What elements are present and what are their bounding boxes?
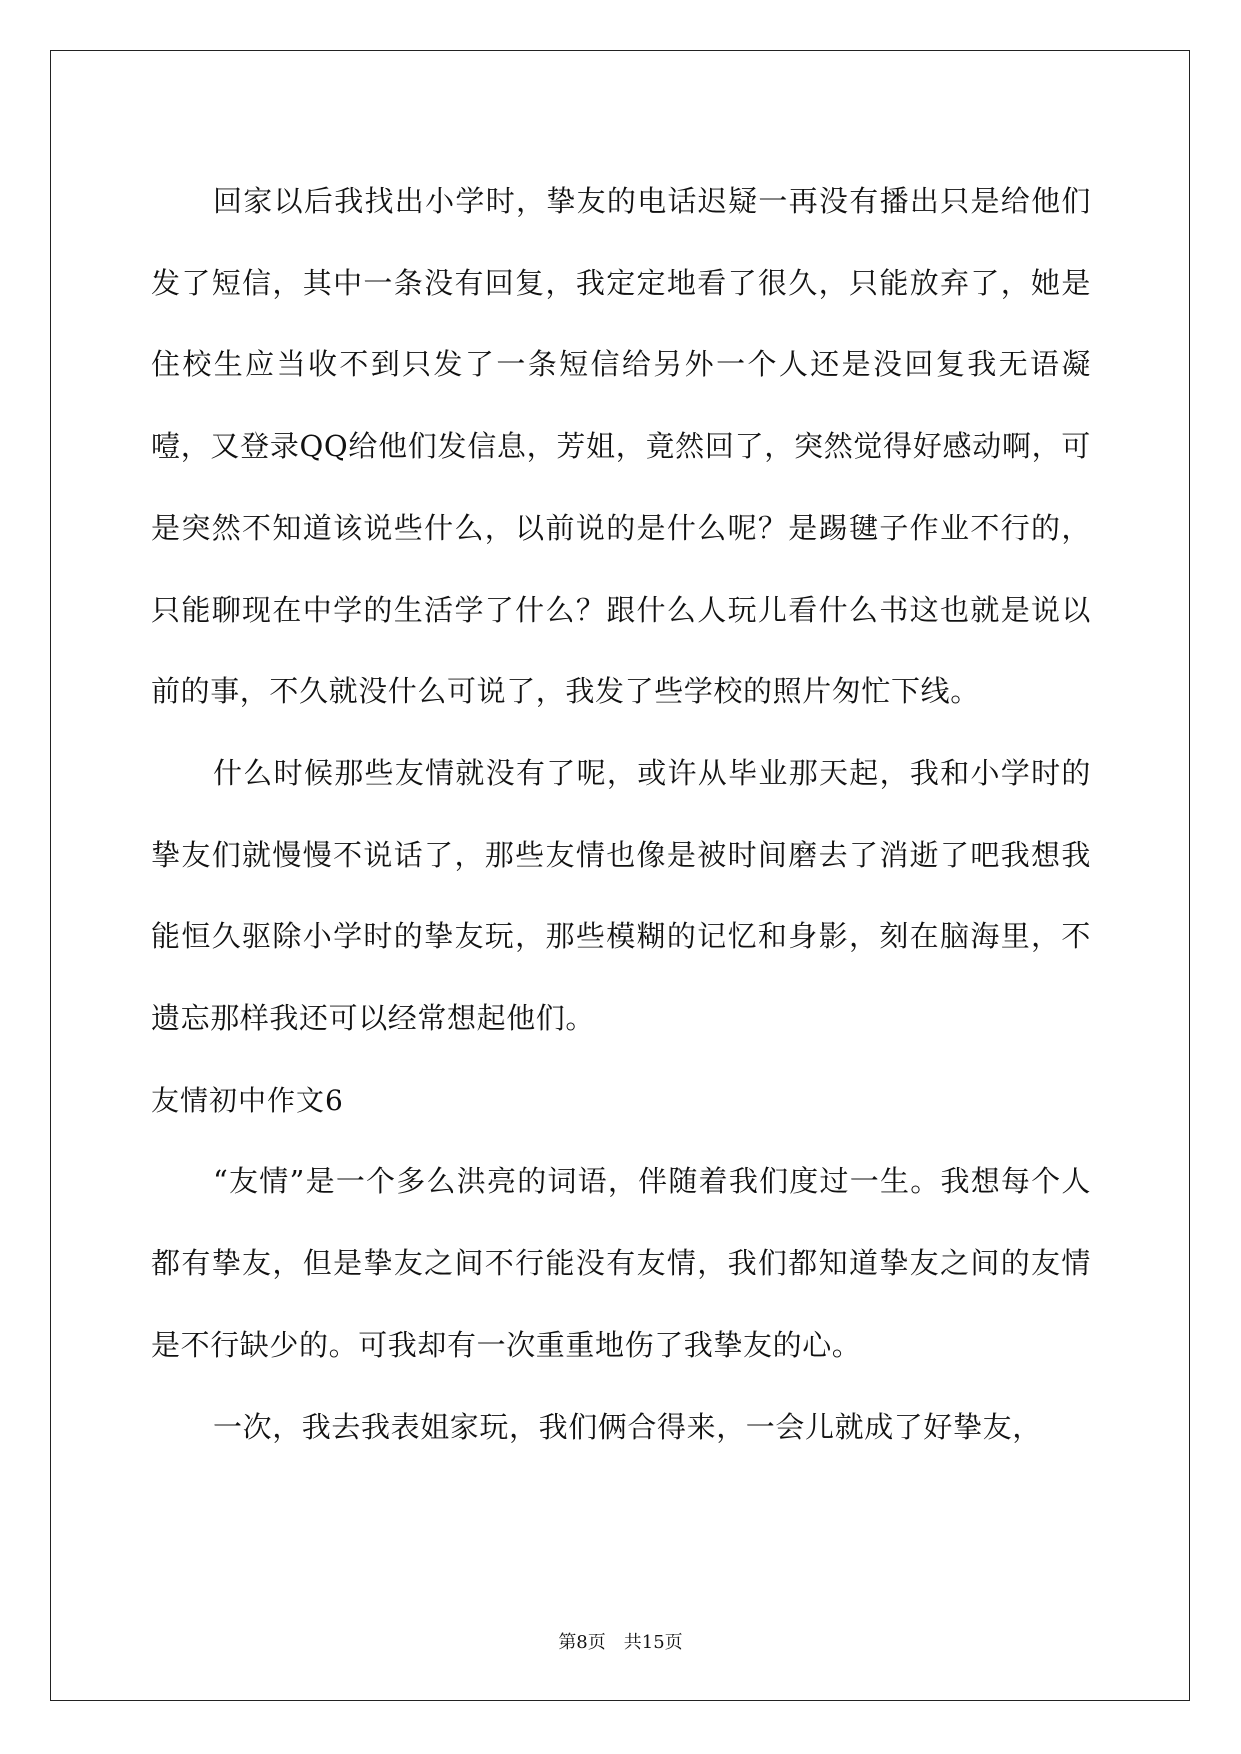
paragraph-1: 回家以后我找出小学时，挚友的电话迟疑一再没有播出只是给他们发了短信，其中一条没有回复，我定定地看了很久，只能放弃了，她是住校生应当收不到只发了一条短信给另外一个人还是没回复我无语凝噎，又登录QQ给他们发信息，芳姐，竟然回了，突然觉得好感动啊，可是突然不知道该说些什么，以前说的是什么呢？是踢毽子作业不行的，只能聊现在中学的生活学了什么？跟什么人玩儿看什么书这也就是说以前的事，不久就没什么可说了，我发了些学校的照片匆忙下线。 (151, 184, 1091, 709)
paragraph-2: 什么时候那些友情就没有了呢，或许从毕业那天起，我和小学时的挚友们就慢慢不说话了，那些友情也像是被时间磨去了消逝了吧我想我能恒久驱除小学时的挚友玩，那些模糊的记忆和身影，刻在脑海里，不遗忘那样我还可以经常想起他们。 (151, 755, 1091, 1036)
section-heading: 友情初中作文6 (151, 1083, 344, 1117)
paragraph-3: “友情”是一个多么洪亮的词语，伴随着我们度过一生。我想每个人都有挚友，但是挚友之间不行能没有友情，我们都知道挚友之间的友情是不行缺少的。可我却有一次重重地伤了我挚友的心。 (151, 1164, 1091, 1362)
page-number: 第8页 共15页 (558, 1632, 683, 1653)
document-body (151, 161, 1091, 1468)
paragraph-4: 一次，我去我表姐家玩，我们俩合得来，一会儿就成了好挚友， (213, 1409, 1042, 1444)
